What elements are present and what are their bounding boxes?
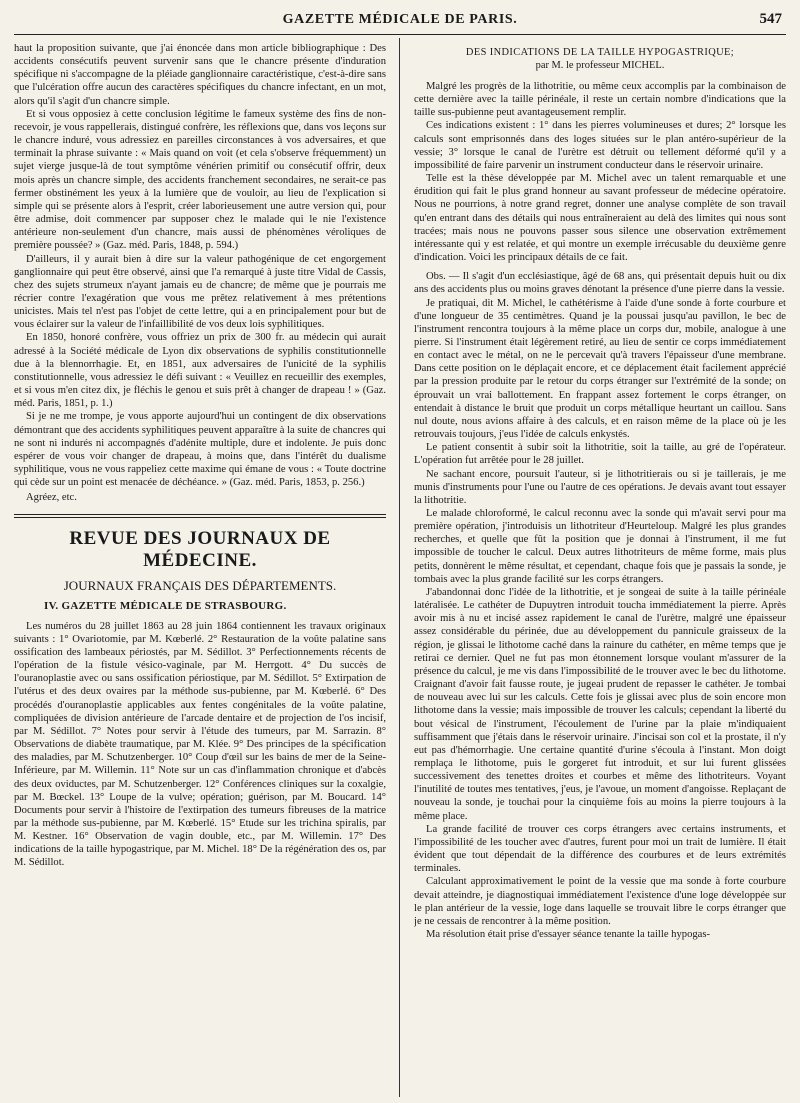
revue-section-heading: IV. GAZETTE MÉDICALE DE STRASBOURG. [44,600,287,613]
letter-paragraph: En 1850, honoré confrère, vous offriez un prix de 300 fr. au médecin qui aurait adressé à la Société médicale de Lyon dix observations de syphilis constitutionnelle due à la blennorrhagie. Et, en 1851, aux adversaires de l'unicité de la syphilis constitutionnelle, vous adressiez le défi suivant : « Veuillez en recueillir des exemples, et si vous m'en citez dix, je fléchis le genou et suis prêt à changer de drapeau ! » (Gaz. méd. Paris, 1851, p. 1.) [14,332,386,410]
page-number: 547 [759,11,782,27]
letter-paragraph: Si je ne me trompe, je vous apporte aujourd'hui un contingent de dix observations démontrant que des accidents syphilitiques peuvent apparaître à la suite de chancres qui ne sont ni indurés ni accompagnés d'adénite multiple, dure et indolente. Je puis donc espérer de vous voir changer de drapeau, à moins que, dans l'intérêt du dualisme syphilitique, vous ne vous rappeliez cette maxime qui émane de vous : « Toute doctrine qui cède sur un point est menacée de déchéance. » (Gaz. méd. Paris, 1853, p. 256.) [14,411,386,489]
article-title: DES INDICATIONS DE LA TAILLE HYPOGASTRIQUE; [465,47,735,58]
revue-body: Les numéros du 28 juillet 1863 au 28 juin 1864 contiennent les travaux originaux suivants : 1° Ovariotomie, par M. Kœberlé. 2° Restauration de la voûte palatine sans ossification des lambeaux périostés, par M. Sédillot. 3° Perfectionnements récents de l'opération de la fistule vésico-vaginale, par M. Herrgott. 4° Du succès de l'ouranoplastie avec ou sans ossification périostique, par M. Sédillot. 5° Extirpation de l'utérus et des deux ovaires par la méthode sus-pubienne, par M. Kœberlé. 6° Des procédés d'ouranoplastie applicables aux fentes congénitales de la voûte palatine, compliquées de division antérieure de l'arcade dentaire et de projection de l'os incisif, par M. Sédillot. 7° Notes pour servir à l'étude des tumeurs, par M. Sarrazin. 8° Observations de diabète traumatique, par M. Klée. 9° Des principes de la spécification des maladies, par M. Schutzenberger. 10° Coup d'œil sur les bains de mer de la Seine-Inférieure, par M. Willemin. 11° Note sur un cas d'inflammation chronique et d'abcès des deux oviductes, par M. Schutzenberger. 12° Conférences cliniques sur la coxalgie, par M. Bœckel. 13° Loupe de la vulve; opération; guérison, par M. Boucard. 14° Documents pour servir à l'histoire de l'extirpation des tumeurs fibreuses de la matrice par la méthode sus-pubienne, par M. Kœberlé. 15° Etude sur les trichina spiralis, par M. Kestner. 16° Observation de vagin double, etc., par M. Willemin. 17° Des indications de la taille hypogastrique, par M. Michel. 18° De la régénération des os, par M. Sédillot. [14,620,386,869]
article-author: par M. le professeur MICHEL. [535,60,665,71]
article-heading [414,46,786,72]
left-column [14,42,386,1097]
letter-paragraph: D'ailleurs, il y aurait bien à dire sur la valeur pathogénique de cet engorgement ganglionnaire qui peut être observé, ainsi que l'a remarqué à juste titre Vidal de Cassis, chez des sujets strumeux n'ayant jamais eu de chancre; de même que je pourrais me récrier contre l'exagération que vous me prêtez relativement à mes prétentions unicistes. Mais tel n'est pas l'objet de cette lettre, qui a en principalement pour but de vous éclairer sur la valeur de l'infaillibilité de vos deux lois syphilitiques. [14,253,386,331]
article-paragraph: Calculant approximativement le point de la vessie que ma sonde à forte courbure devait atteindre, je diagnostiquai immédiatement l'existence d'une loge développée sur le plan antérieur de la vessie, loge dans laquelle se trouvait libre le corps étranger que je ne cessais de rencontrer à la même position. [414,876,786,927]
page-header [14,8,786,35]
journal-title: GAZETTE MÉDICALE DE PARIS. [282,12,518,27]
observation-paragraph: Obs. — Il s'agit d'un ecclésiastique, âgé de 68 ans, qui présentait depuis huit ou dix ans des accidents plus ou moins graves dénotant la présence d'une pierre dans la vessie. [414,271,786,296]
column-rule [399,38,400,1097]
article-paragraph: Le malade chloroformé, le calcul reconnu avec la sonde qui m'avait servi pour ma première opération, j'introduisis un lithotriteur d'Heurteloup. Malgré les plus grandes recherches, et quelle que fût la position que je donnai à l'instrument, il me fut impossible de toucher le calcul. Deux autres lithotriteurs de même forme, mais plus petits, donnèrent le même résultat, et cependant, chaque fois que je passais la sonde, je tombais avec la plus grande facilité sur les corps étrangers. [414,508,786,585]
section-separator [14,514,386,518]
right-column [414,42,786,1097]
revue-title: REVUE DES JOURNAUX DE MÉDECINE. [69,528,331,572]
article-paragraph: Ma résolution était prise d'essayer séance tenante la taille hypogas- [426,929,711,940]
article-paragraph: Je pratiquai, dit M. Michel, le cathétérisme à l'aide d'une sonde à forte courbure et d'une longueur de 35 centimètres. Quand je la poussai jusqu'au pavillon, le bec de l'instrument rencontra toujours à la même place un corps dur, mobile, analogue à une pierre. Si l'instrument était légèrement retiré, au lieu de sentir ce corps immédiatement en contact avec le métal, on ne le percevait qu'à travers l'épaisseur d'une membrane. Dans cette position on le déplaçait encore, et ce déplacement était facilement apprécié par la pression produite par le retour du corps étranger sur l'extrémité de la sonde; on éprouvait un vrai ballottement. En frappant assez fortement le corps étranger, on entendait à distance le bruit que produit un corps métallique heurtant un caillou. Sans nul doute, nous avions affaire à des calculs, et en raison même de la place où je les retrouvais toujours, j'eus l'idée de calculs enkystés. [414,297,786,441]
letter-paragraph: Et si vous opposiez à cette conclusion légitime le fameux système des fins de non-recevoir, je vous rappellerais, distingué confrère, les réflexions que, dans vos leçons sur le chancre induré, vous adressiez en pareilles circonstances à vos adversaires, et que terminait la phrase suivante : « Mais quand on voit (et cela s'observe fréquemment) un sujet vierge jusque-là de tout symptôme vénérien primitif ou consécutif offrir, deux mois après un chancre simple, des accidents franchement secondaires, ne serait-ce pas fermer obstinément les yeux à la lumière que de vouloir, au lieu de l'explication si simple qui se présente alors à l'esprit, créer laborieusement une autre version qui, pour être admise, doit commencer par supposer chez le malade qui le nie l'existence antérieure non-seulement d'un chancre, mais aussi de phénomènes véroliques de première poussée? » (Gaz. méd. Paris, 1848, p. 594.) [14,108,386,252]
article-paragraph: Le patient consentit à subir soit la lithotritie, soit la taille, au gré de l'opérateur. L'opération fut arrêtée pour le 28 juillet. [414,442,786,467]
article-paragraph: Ces indications existent : 1° dans les pierres volumineuses et dures; 2° lorsque les calculs sont emprisonnés dans des loges situées sur le plan antéro-supérieur de la vessie; 3° lorsque le canal de l'urètre est détruit ou tellement déformé qu'il y a impossibilité de faire parvenir un instrument conducteur dans le réservoir urinaire. [414,120,786,171]
article-paragraph: Malgré les progrès de la lithotritie, ou même ceux accomplis par la combinaison de cette dernière avec la taille périnéale, il reste un certain nombre d'indications que la taille sus-pubienne peut avantageusement remplir. [414,81,786,119]
article-paragraph: Telle est la thèse développée par M. Michel avec un talent remarquable et une érudition qui fait le plus grand honneur au savant professeur de médecine opératoire. Nous ne pourrions, à notre grand regret, donner une analyse complète de son travail qu'en entrant dans des détails qui nous entraîneraient au delà des limites qui nous sont tracées; mais nous ne pouvons passer sous silence une observation extrêmement intéressante qui y est relatée, et qui montre un exemple irrécusable du deuxième genre d'indication. Voici les principaux détails de ce fait. [414,173,786,264]
revue-subtitle: JOURNAUX FRANÇAIS DES DÉPARTEMENTS. [63,578,337,594]
letter-signoff: Agréez, etc. [26,492,77,504]
article-paragraph: La grande facilité de trouver ces corps étrangers avec certains instruments, et l'impossibilité de les toucher avec d'autres, furent pour moi un trait de lumière. Il était évident que tout dépendait de la différence des courbures et de leurs extrémités terminales. [414,823,786,875]
article-paragraph: J'abandonnai donc l'idée de la lithotritie, et je songeai de suite à la taille périnéale latéralisée. Le cathéter de Dupuytren introduit toucha immédiatement la pierre. Après avoir mis à nu et incisé assez rapidement le canal de l'urètre, malgré une épaisseur assez considérable du périnée, due au développement du pannicule graisseux de la région, je glissai le lithotome caché dans la rainure du cathéter, en même temps que je retirai ce dernier. Quel ne fut pas mon étonnement lorsque voulant m'assurer de la présence du calcul, je me vis dans l'impossibilité de le trouver avec le bec du lithotome. Craignant d'avoir fait fausse route, je jugeai prudent de repasser le cathéter. Je tombai de nouveau avec lui sur les calculs. Cette fois je glissai avec plus de soin encore mon lithotome dans la vessie; mais impossible de trouver les calculs; cependant la liberté du bout vésical de l'instrument, l'écoulement de l'urine par la plaie m'indiquaient suffisamment que j'étais dans le réservoir urinaire. J'incisai son col et la prostate, il n'y eut pas d'hémorrhagie. Une certaine quantité d'urine s'écoula à l'instant. Mon doigt remplaça le lithotome, puis le gorgeret fut introduit, et sur lui furent glissées successivement des tenettes droites et courbes et même des lithotriteurs. Voyant l'inutilité de toutes mes tentatives, j'eus, je l'avoue, un moment d'angoisse. Replaçant de nouveau la sonde, je touchai pour la cinquième fois au moins la pierre toujours à la même place. [414,586,786,822]
article-paragraph: Ne sachant encore, poursuit l'auteur, si je lithotritierais ou si je taillerais, je me munis d'instruments pour l'une ou l'autre de ces opérations. Je devais avant tout essayer la lithotritie. [414,468,786,506]
letter-paragraph: haut la proposition suivante, que j'ai énoncée dans mon article bibliographique : Des accidents consécutifs peuvent survenir sans que le chancre présente d'induration spécifique ni s'accompagne de la pléiade ganglionnaire caractéristique, c'est-à-dire sans que l'ulcération offre aucun des caractères spécifiques du chancre infectant, en un mot, alors qu'il s'agit d'un chancre simple. [14,43,386,107]
